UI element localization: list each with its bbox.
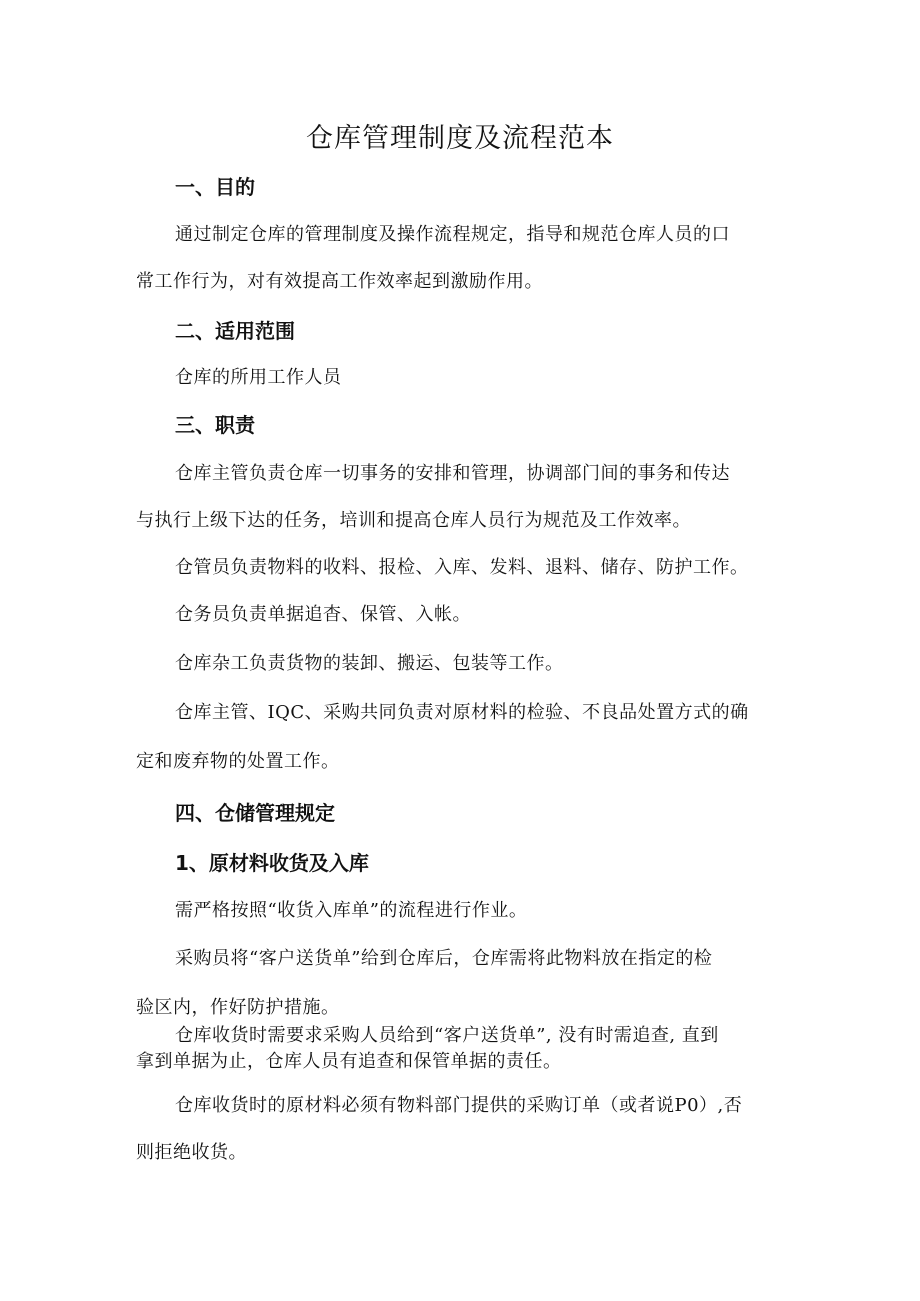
document-title: 仓库管理制度及流程范本 — [306, 123, 614, 154]
paragraph-line: 仓库收货时需要求采购人员给到“客户送货单”, 没有时需追查, 直到 — [175, 1025, 719, 1046]
paragraph-line: 仓库的所用工作人员 — [175, 367, 342, 388]
paragraph-line: 与执行上级下达的任务，培训和提高仓库人员行为规范及工作效率。 — [136, 510, 691, 531]
paragraph-line: 需严格按照“收货入库单”的流程进行作业。 — [175, 900, 528, 921]
paragraph-line: 仓库主管负责仓库一切事务的安排和管理，协调部门间的事务和传达 — [175, 463, 730, 484]
paragraph-line: 验区内，作好防护措施。 — [136, 997, 340, 1018]
section-heading-storage-rules: 四、仓储管理规定 — [175, 801, 335, 825]
paragraph-line: 通过制定仓库的管理制度及操作流程规定，指导和规范仓库人员的口 — [175, 224, 730, 245]
paragraph-line: 仓库收货时的原材料必须有物料部门提供的采购订单（或者说P0）,否 — [175, 1095, 743, 1116]
paragraph-line: 采购员将“客户送货单”给到仓库后，仓库需将此物料放在指定的检 — [175, 948, 713, 969]
section-heading-duties: 三、职责 — [175, 413, 255, 437]
paragraph-line: 仓管员负责物料的收料、报检、入库、发料、退料、储存、防护工作。 — [175, 557, 749, 578]
paragraph-line: 仓库杂工负责货物的装卸、搬运、包装等工作。 — [175, 653, 564, 674]
paragraph-line: 仓务员负责单据追杳、保管、入帐。 — [175, 604, 471, 625]
paragraph-line: 定和废弃物的处置工作。 — [136, 751, 340, 772]
subsection-heading-receiving: 1、原材料收货及入库 — [175, 851, 369, 875]
section-heading-scope: 二、适用范围 — [175, 319, 295, 343]
paragraph-line: 拿到单据为止，仓库人员有追查和保管单据的责任。 — [136, 1051, 562, 1072]
paragraph-line: 仓库主管、IQC、采购共同负责对原材料的检验、不良品处置方式的确 — [175, 702, 749, 723]
paragraph-line: 则拒绝收货。 — [136, 1142, 247, 1163]
section-heading-purpose: 一、目的 — [175, 175, 255, 199]
paragraph-line: 常工作行为，对有效提高工作效率起到激励作用。 — [136, 271, 543, 292]
